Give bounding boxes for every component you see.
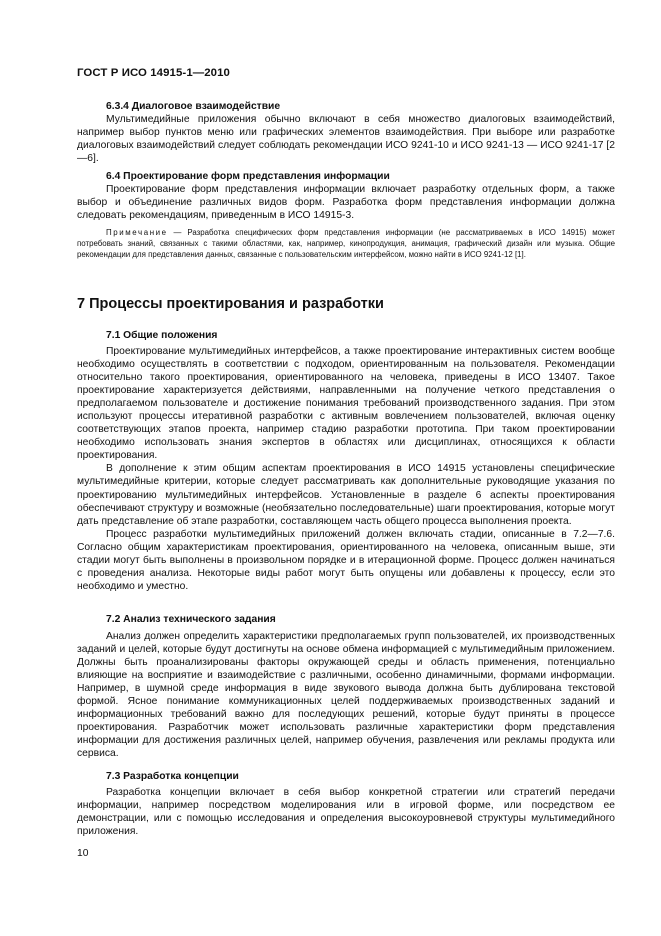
paragraph: Разработка концепции включает в себя выбор конкретной стратегии или стратегий передачи информации, например посредством моделирования или в игровой форме, или посредством ее демонстрации, или с помощью исследования и определения высокоуровневой структуры мультимедийного приложения.: [77, 787, 615, 838]
section-7-2-body: [77, 630, 615, 760]
paragraph: Мультимедийные приложения обычно включают в себя множество диалоговых взаимодействий, например выбор пунктов меню или графических элементов взаимодействия. При выборе или разработке диалоговых взаимодействий следует соблюдать рекомендации ИСО 9241-10 и ИСО 9241-13 — ИСО 9241-17 [2—6].: [77, 114, 615, 165]
section-heading-7-3: 7.3 Разработка концепции: [106, 771, 239, 782]
section-heading-7-1: 7.1 Общие положения: [106, 330, 218, 341]
paragraph: В дополнение к этим общим аспектам проектирования в ИСО 14915 установлены специфические мультимедийные критерии, которые следует рассматривать как дополнительные руководящие указания по проектированию мультимедийных интерфейсов. Установленные в разделе 6 аспекты проектирования обеспечивают структуру и возможные (необязательно последовательные) шаги проектирования, которые могут дать представление об этапе разработки, составляющем часть общего процесса выполнения проекта.: [77, 463, 615, 527]
paragraph: Анализ должен определить характеристики предполагаемых групп пользователей, их производственных заданий и целей, которые будут достигнуты на основе обмена информацией с мультимедийным приложением. Должны быть проанализированы факторы окружающей среды и область применения, потенциально влияющие на восприятие и взаимодействие с различными, особенно динамичными, формами информации. Например, в шумной среде информация в виде звукового вывода должна быть дублирована текстовой формой. Ясное понимание коммуникационных целей поддерживаемых производственных заданий и информационных требований важно для последующих решений, которые будут приняты в процессе проектирования. Разработчик может использовать различные характеристики форм представления информации для достижения различных целей, например обучения, развлечения или рекламы продукта или сервиса.: [77, 631, 615, 760]
page-number: 10: [77, 848, 89, 859]
section-heading-7-2: 7.2 Анализ технического задания: [106, 614, 276, 625]
section-heading-6-4: 6.4 Проектирование форм представления информации: [106, 171, 390, 182]
section-7-1-body: [77, 345, 615, 593]
note-paragraph: [77, 227, 615, 260]
paragraph: Процесс разработки мультимедийных приложений должен включать стадии, описанные в 7.2—7.6. Согласно общим характеристикам проектирования, ориентированного на человека, описанным выше, эти стадии могут быть выполнены в произвольном порядке и в итерационной форме. Процесс должен начинаться с проведения анализа. Некоторые виды работ могут быть опущены или добавлены к процессу, если это необходимо и уместно.: [77, 528, 615, 592]
note-block: [77, 227, 615, 260]
section-7-3-body: [77, 786, 615, 838]
document-header: ГОСТ Р ИСО 14915-1—2010: [77, 67, 230, 79]
note-text: — Разработка специфических форм представления информации (не рассматриваемых в ИСО 14915) может потребовать знаний, связанных с такими областями, как, например, кинопродукция, анимация, графический дизайн или музыка. Общие рекомендации для представления данных, связанные с пользовательским интерфейсом, можно найти в ИСО 9241-12 [1].: [77, 228, 615, 259]
section-6-3-4-body: [77, 113, 615, 165]
paragraph: Проектирование форм представления информации включает разработку отдельных форм, а также выбор и объединение различных видов форм. Разработка форм представления информации должна следовать рекомендациям, приведенным в ИСО 14915-3.: [77, 184, 615, 222]
chapter-heading-7: 7 Процессы проектирования и разработки: [77, 296, 384, 312]
section-6-4-body: [77, 183, 615, 222]
paragraph: Проектирование мультимедийных интерфейсов, а также проектирование интерактивных систем вообще необходимо осуществлять в соответствии с подходом, ориентированным на пользователя. Рекомендации относительно такого проектирования, ориентированного на человека, приведены в ИСО 13407. Такое проектирование характеризуется действиями, направленными на получение четкого представления о предполагаемом пользователе и достижение понимания требований производственного задания. При этом используют процессы итеративной разработки с активным вовлечением пользователей, включая оценку соответствующих этапов проекта, например стадию разработки прототипа. При таком проектировании необходимо использовать знания экспертов в областях или дисциплинах, относящихся к области проектирования.: [77, 346, 615, 462]
note-label: Примечание: [106, 228, 168, 237]
section-heading-6-3-4: 6.3.4 Диалоговое взаимодействие: [106, 101, 281, 112]
